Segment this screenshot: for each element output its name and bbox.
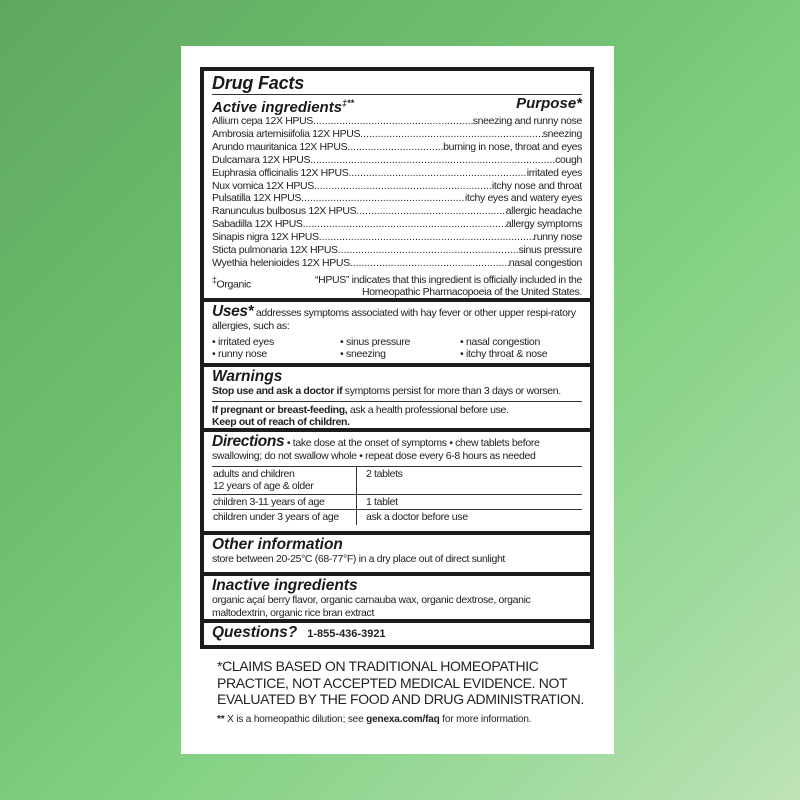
ingredient-row (212, 128, 582, 141)
other-information-heading: Other information (212, 536, 343, 553)
age-group-cell: adults and children 12 years of age & older (212, 466, 357, 494)
active-ingredients-heading: Active ingredients‡** (212, 98, 355, 116)
ingredient-row (212, 141, 582, 154)
ingredient-name: Sabadilla 12X HPUS (212, 218, 303, 231)
ingredient-purpose: runny nose (533, 231, 582, 244)
directions-row (212, 466, 582, 494)
organic-note: ‡Organic (212, 274, 251, 291)
dose-cell: 2 tablets (357, 466, 583, 494)
faq-link[interactable]: genexa.com/faq (366, 714, 440, 725)
inactive-ingredients-heading: Inactive ingredients (212, 577, 358, 594)
directions-heading: Directions (212, 433, 285, 450)
ingredient-row (212, 244, 582, 257)
leader-dots (338, 244, 519, 257)
uses-bullet: • itchy throat & nose (460, 348, 548, 360)
stop-use-warning: Stop use and ask a doctor if symptoms persist for more than 3 days or worsen. (212, 385, 561, 397)
ingredient-purpose: sneezing (542, 127, 582, 140)
hpus-footnote (212, 274, 582, 299)
ingredient-row (212, 205, 582, 218)
ingredient-name: Wyethia helenioides 12X HPUS (212, 256, 350, 269)
ingredient-row (212, 192, 582, 205)
questions-row (212, 625, 582, 641)
claims-disclaimer: *CLAIMS BASED ON TRADITIONAL HOMEOPATHIC PRACTICE, NOT ACCEPTED MEDICAL EVIDENCE. NOT EVALUATED BY THE FOOD AND DRUG ADMINISTRATION. (217, 658, 584, 707)
ingredient-purpose: itchy nose and throat (491, 179, 582, 192)
leader-dots (360, 128, 543, 141)
uses-bullet: • irritated eyes (212, 335, 274, 348)
ingredient-name: Sticta pulmonaria 12X HPUS (212, 244, 338, 257)
ingredient-purpose: burning in nose, throat and eyes (443, 140, 582, 153)
dose-cell: ask a doctor before use (357, 510, 583, 525)
leader-dots (303, 218, 506, 231)
ingredient-name: Arundo mauritanica 12X HPUS (212, 140, 348, 153)
ingredient-row (212, 115, 582, 128)
ingredient-purpose: irritated eyes (526, 166, 582, 179)
ingredient-purpose: sneezing and runny nose (472, 115, 582, 127)
hpus-note: “HPUS” indicates that this ingredient is officially included in the Homeopathic Pharmacopoeia of the United States. (314, 273, 582, 299)
keep-out-warning: Keep out of reach of children. (212, 416, 350, 428)
purpose-heading: Purpose* (516, 95, 582, 112)
ingredient-purpose: sinus pressure (518, 244, 582, 257)
age-group-cell: children 3-11 years of age (212, 494, 357, 510)
directions-table (212, 466, 582, 525)
dose-cell: 1 tablet (357, 494, 583, 510)
uses-section (204, 302, 590, 363)
drug-facts-box (200, 67, 594, 649)
uses-bullet: • sinus pressure (340, 335, 411, 348)
inactive-ingredients-section (204, 576, 590, 619)
leader-dots (310, 154, 555, 167)
uses-heading: Uses* (212, 303, 254, 320)
ingredient-row (212, 167, 582, 180)
questions-phone[interactable]: 1-855-436-3921 (307, 628, 386, 640)
ingredient-name: Ranunculus bulbosus 12X HPUS (212, 205, 357, 218)
ingredient-name: Allium cepa 12X HPUS (212, 115, 313, 127)
ingredient-purpose: cough (555, 153, 582, 166)
active-ingredients-section (204, 71, 590, 298)
uses-bullets (212, 336, 582, 361)
ingredient-purpose: itchy eyes and watery eyes (465, 192, 582, 205)
uses-text: Uses* addresses symptoms associated with hay fever or other upper respi-ratory allergies, such as: (212, 303, 576, 332)
leader-dots (348, 167, 526, 180)
leader-dots (313, 115, 473, 128)
leader-dots (347, 141, 443, 154)
uses-bullet: • sneezing (340, 348, 386, 360)
drug-facts-title: Drug Facts (212, 73, 305, 93)
warnings-divider (212, 401, 582, 402)
directions-text: Directions • take dose at the onset of symptoms • chew tablets before swallowing; do not swallow whole • repeat dose every 6-8 hours as needed (212, 433, 540, 462)
dilution-note: ** X is a homeopathic dilution; see genexa.com/faq for more information. (217, 714, 532, 725)
directions-row (212, 494, 582, 510)
storage-text: store between 20-25°C (68-77°F) in a dry place out of direct sunlight (212, 553, 505, 565)
other-information-section (204, 535, 590, 572)
warnings-section (204, 367, 590, 428)
leader-dots (301, 192, 465, 205)
ingredient-name: Sinapis nigra 12X HPUS (212, 231, 319, 244)
ingredient-purpose: allergy symptoms (505, 218, 582, 231)
questions-section (204, 623, 590, 645)
ingredient-name: Nux vomica 12X HPUS (212, 179, 314, 192)
warnings-heading: Warnings (212, 368, 283, 385)
inactive-ingredients-text: organic açaí berry flavor, organic carnauba wax, organic dextrose, organic maltodextrin, organic rice bran extract (212, 594, 531, 619)
uses-bullet: • nasal congestion (460, 335, 540, 348)
leader-dots (319, 231, 534, 244)
ingredient-name: Pulsatilla 12X HPUS (212, 192, 302, 205)
uses-bullet: • runny nose (212, 348, 267, 360)
pregnancy-warning: If pregnant or breast-feeding, ask a health professional before use. (212, 403, 509, 416)
leader-dots (314, 180, 492, 193)
leader-dots (356, 205, 505, 218)
age-group-cell: children under 3 years of age (212, 510, 357, 525)
ingredient-name: Ambrosia artemisiifolia 12X HPUS (212, 127, 361, 140)
questions-heading: Questions? (212, 624, 298, 641)
ingredient-row (212, 180, 582, 193)
ingredient-row (212, 257, 582, 270)
drug-facts-label (181, 46, 614, 754)
ingredient-name: Euphrasia officinalis 12X HPUS (212, 166, 349, 179)
ingredient-name: Dulcamara 12X HPUS (212, 153, 311, 166)
active-header-row (212, 96, 582, 115)
ingredient-list (212, 115, 582, 270)
leader-dots (350, 257, 509, 270)
ingredient-row (212, 218, 582, 231)
ingredient-row (212, 154, 582, 167)
ingredient-purpose: allergic headache (505, 205, 582, 218)
ingredient-purpose: nasal congestion (508, 256, 582, 269)
directions-section (204, 432, 590, 531)
ingredient-row (212, 231, 582, 244)
directions-row (212, 510, 582, 525)
